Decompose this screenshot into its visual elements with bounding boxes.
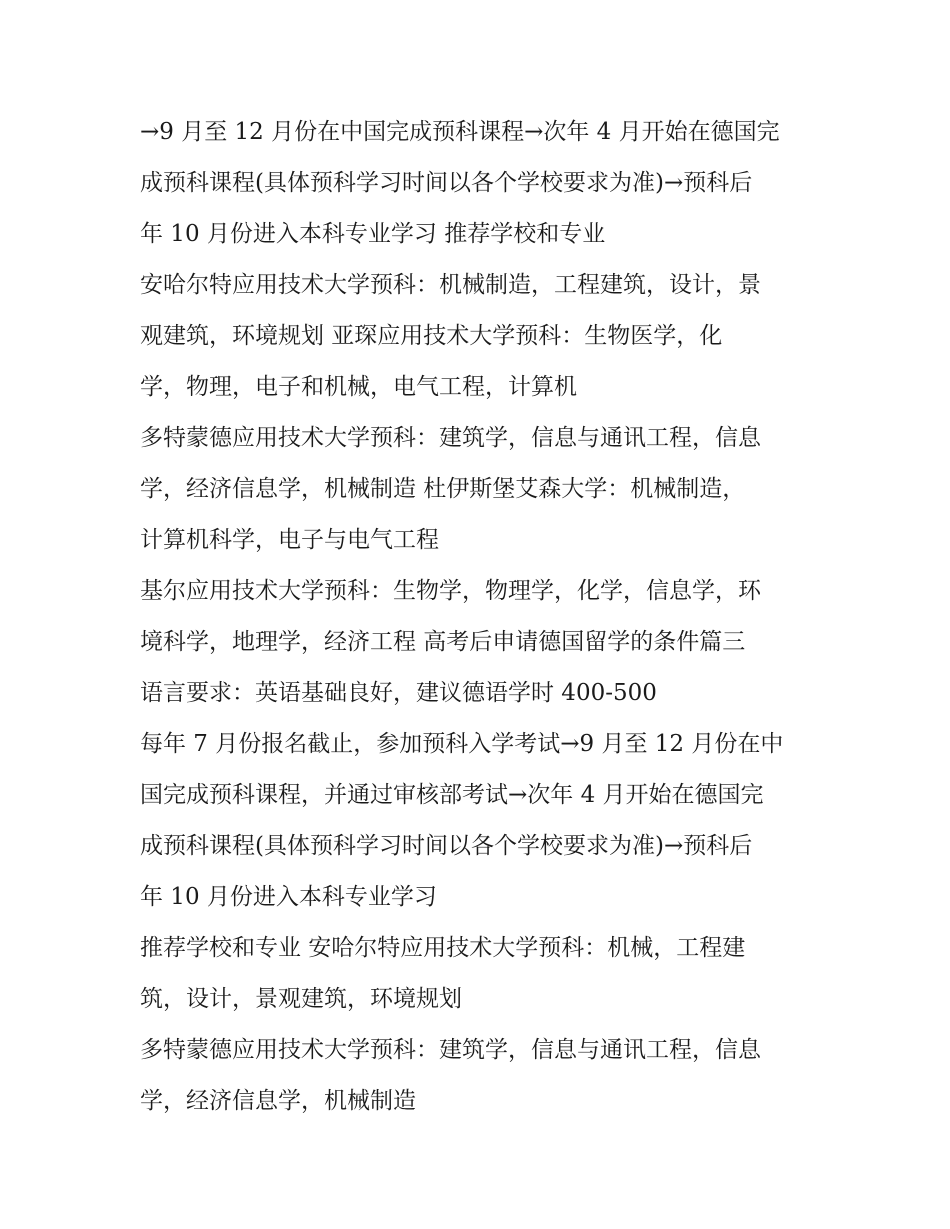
text-line: 成预科课程(具体预科学习时间以各个学校要求为准)→预科后 — [140, 170, 753, 196]
text-line: 学，物理，电子和机械，电气工程，计算机 — [140, 374, 577, 400]
paragraph-registration-timeline — [140, 719, 820, 923]
text-line: 学，经济信息学，机械制造 杜伊斯堡艾森大学：机械制造， — [140, 476, 746, 502]
paragraph-kiel-language — [140, 566, 820, 719]
text-line: 多特蒙德应用技术大学预科：建筑学，信息与通讯工程，信息 — [140, 425, 761, 451]
document-body — [140, 107, 820, 1127]
text-line: 推荐学校和专业 安哈尔特应用技术大学预科：机械，工程建 — [140, 935, 746, 961]
paragraph-anhalt-aachen — [140, 260, 820, 413]
text-line: 年 10 月份进入本科专业学习 推荐学校和专业 — [140, 221, 606, 247]
text-line: 境科学，地理学，经济工程 高考后申请德国留学的条件篇三 — [140, 629, 746, 655]
paragraph-preparatory-timeline — [140, 107, 820, 260]
text-line: 多特蒙德应用技术大学预科：建筑学，信息与通讯工程，信息 — [140, 1037, 761, 1063]
text-line: 每年 7 月份报名截止，参加预科入学考试→9 月至 12 月份在中 — [140, 731, 784, 757]
text-line: 学，经济信息学，机械制造 — [140, 1088, 416, 1114]
paragraph-dortmund-duisburg — [140, 413, 820, 566]
text-line: →9 月至 12 月份在中国完成预科课程→次年 4 月开始在德国完 — [140, 119, 780, 145]
paragraph-recommended-dortmund — [140, 1025, 820, 1127]
text-line: 国完成预科课程，并通过审核部考试→次年 4 月开始在德国完 — [140, 782, 764, 808]
text-line: 观建筑，环境规划 亚琛应用技术大学预科：生物医学，化 — [140, 323, 723, 349]
text-line: 语言要求：英语基础良好，建议德语学时 400-500 — [140, 680, 657, 706]
text-line: 计算机科学，电子与电气工程 — [140, 527, 439, 553]
text-line: 年 10 月份进入本科专业学习 — [140, 884, 437, 910]
text-line: 成预科课程(具体预科学习时间以各个学校要求为准)→预科后 — [140, 833, 753, 859]
paragraph-recommended-anhalt — [140, 923, 820, 1025]
text-line: 筑，设计，景观建筑，环境规划 — [140, 986, 462, 1012]
text-line: 基尔应用技术大学预科：生物学，物理学，化学，信息学，环 — [140, 578, 761, 604]
text-line: 安哈尔特应用技术大学预科：机械制造，工程建筑，设计，景 — [140, 272, 761, 298]
